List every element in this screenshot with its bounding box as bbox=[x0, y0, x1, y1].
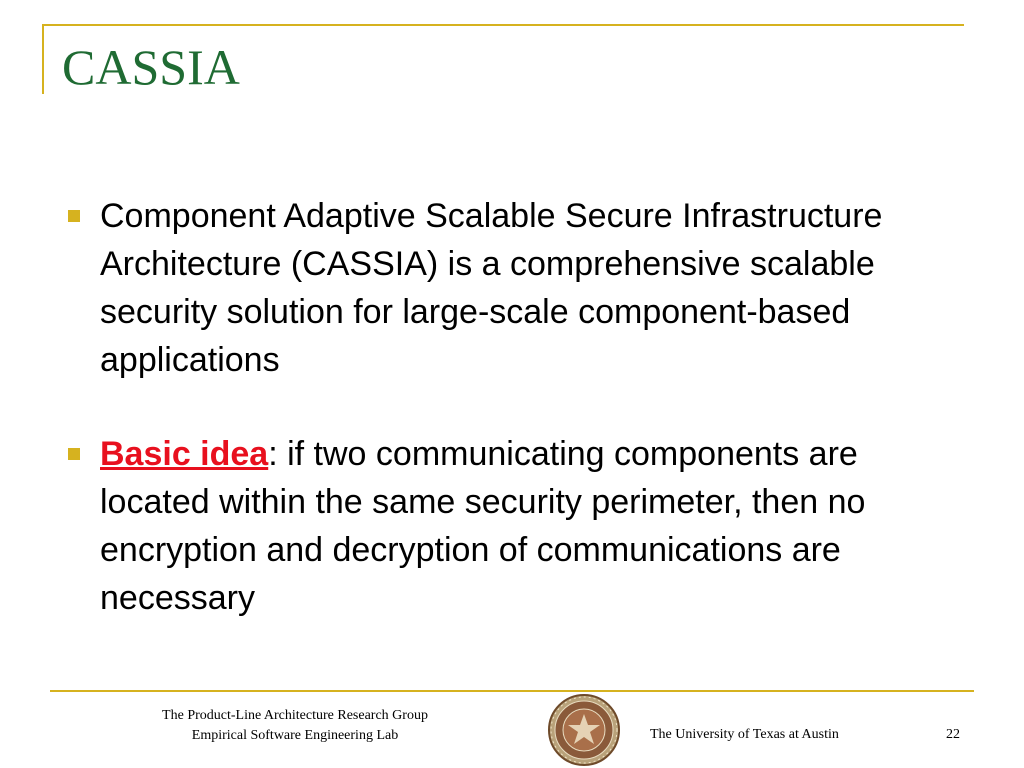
footer-group-info bbox=[120, 706, 470, 746]
page-number: 22 bbox=[946, 727, 960, 742]
frame-left-line bbox=[42, 24, 44, 94]
bullet-list bbox=[62, 192, 962, 622]
slide-title: CASSIA bbox=[62, 39, 240, 95]
bullet-item-basic-idea bbox=[62, 430, 962, 622]
bullet-item-definition bbox=[62, 192, 962, 384]
basic-idea-label: Basic idea bbox=[100, 435, 269, 473]
square-bullet-icon bbox=[68, 448, 80, 460]
square-bullet-icon bbox=[68, 210, 80, 222]
frame-top-line bbox=[42, 24, 964, 26]
bullet-text: Component Adaptive Scalable Secure Infrastructure Architecture (CASSIA) is a comprehensive scalable security solution for large-scale component-based applications bbox=[100, 197, 883, 379]
footer-university: The University of Texas at Austin bbox=[650, 727, 839, 742]
bullet-text: : if two communicating components are located within the same security perimeter, then no encryption and decryption of communications are necessary bbox=[100, 435, 866, 617]
footer-divider bbox=[50, 690, 974, 692]
footer-lab-name: Empirical Software Engineering Lab bbox=[191, 728, 399, 743]
university-seal-icon bbox=[548, 694, 620, 766]
footer-group-name: The Product-Line Architecture Research Group bbox=[162, 708, 428, 723]
